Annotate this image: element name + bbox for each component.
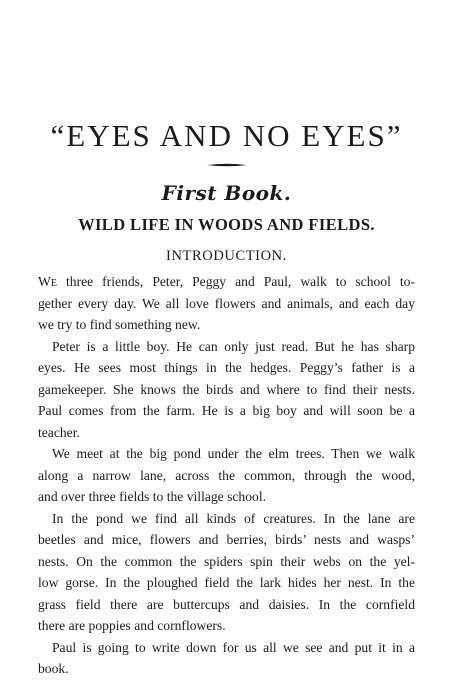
chapter-title: “EYES AND NO EYES” [50,118,403,153]
text-line: gamekeeper. She knows the birds and where to find their nests. [38,381,415,397]
section-heading: INTRODUCTION. [166,248,287,264]
text-line: eyes. He sees most things in the hedges. Peggy’s father is a [38,360,415,375]
text-line: In the pond we find all kinds of creatures. In the lane are [52,510,415,526]
text-line: and over three fields to the village school. [38,489,267,504]
text-line: Paul is going to write down for us all we see and put it in a [52,639,415,655]
body-text [38,271,415,680]
text-line: gether every day. We all love flowers and animals, and each day [38,295,415,311]
text-line [38,271,415,293]
paragraph [38,271,415,336]
text-line: along a narrow lane, across the common, through the wood, [38,467,415,483]
drop-word: We [38,274,57,289]
text-line: beetles and mice, flowers and berries, birds’ nests and wasps’ [38,532,415,547]
text-line: grass field there are buttercups and daisies. In the cornfield [38,596,415,612]
text-line: We meet at the big pond under the elm trees. Then we walk [52,446,415,461]
text-line: book. [38,661,69,676]
text-line: teacher. [38,424,80,440]
title-rule-ornament [207,163,247,167]
paragraph [38,443,415,508]
text-line: low gorse. In the ploughed field the lark hides her nest. In the [38,575,415,590]
paragraph [38,508,415,637]
book-title: First Book. [161,181,292,205]
book-subtitle: WILD LIFE IN WOODS AND FIELDS. [78,215,375,234]
text-line: we try to find something new. [38,317,201,332]
text-line: Peter is a little boy. He can only just read. But he has sharp [52,338,415,354]
text-line: Paul comes from the farm. He is a big boy and will soon be a [38,403,415,418]
text-line: nests. On the common the spiders spin their webs on the yel- [38,553,415,569]
text-line-rest: three friends, Peter, Peggy and Paul, walk to school to- [56,274,415,289]
text-line: there are poppies and cornflowers. [38,618,226,633]
paragraph [38,637,415,680]
paragraph [38,336,415,444]
